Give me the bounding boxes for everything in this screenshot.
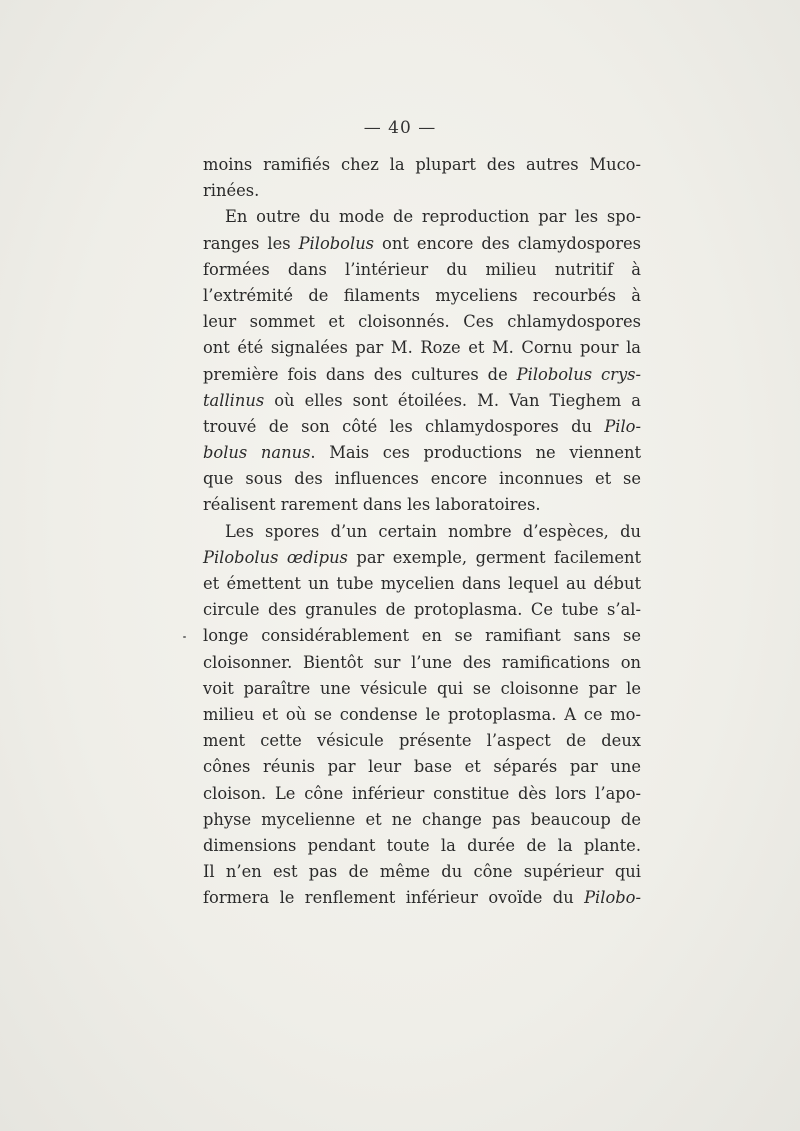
text-segment: où elles sont étoilées. M. Van Tieghem a <box>264 390 641 410</box>
text-segment: réalisent rarement dans les laboratoires. <box>203 495 541 515</box>
text-line <box>203 650 641 676</box>
italic-text: bolus nanus <box>203 443 311 463</box>
text-segment: Il n’en est pas de même du cône supérieur qui <box>203 862 641 882</box>
text-line <box>203 466 641 492</box>
text-segment: cloison. Le cône inférieur constitue dès lors l’apo- <box>203 783 641 803</box>
text-segment: voit paraître une vésicule qui se cloisonne par le <box>203 678 641 698</box>
text-line <box>203 257 641 283</box>
text-segment: formera le renflement inférieur ovoïde du <box>203 888 585 908</box>
paper-speck <box>183 636 186 638</box>
text-segment: moins ramifiés chez la plupart des autres Muco- <box>203 155 641 174</box>
italic-text: Pilobolus crys- <box>516 364 641 384</box>
text-line <box>203 623 641 649</box>
text-segment: ranges les <box>203 233 299 253</box>
text-line <box>203 597 641 623</box>
italic-text: Pilobolus œdipus <box>203 547 348 567</box>
text-line <box>203 545 641 571</box>
text-line <box>203 754 641 780</box>
italic-text: tallinus <box>203 390 265 410</box>
text-line <box>203 152 641 178</box>
italic-text: Pilobo- <box>584 888 641 908</box>
text-line <box>203 414 641 440</box>
text-line <box>203 519 641 545</box>
text-line <box>203 728 641 754</box>
text-line <box>203 388 641 414</box>
text-line <box>203 807 641 833</box>
text-segment: . Mais ces productions ne viennent <box>310 443 641 463</box>
text-segment: rinées. <box>203 181 260 201</box>
text-segment: cônes réunis par leur base et séparés par une <box>203 757 641 777</box>
text-line <box>203 676 641 702</box>
text-line <box>203 571 641 597</box>
text-segment: ont été signalées par M. Roze et M. Cornu pour la <box>203 338 641 358</box>
text-segment: première fois dans des cultures de <box>203 364 517 384</box>
text-line <box>203 231 641 257</box>
text-segment: ment cette vésicule présente l’aspect de deux <box>203 731 641 751</box>
text-line <box>203 859 641 885</box>
text-line <box>203 833 641 859</box>
text-segment: longe considérablement en se ramifiant sans se <box>203 626 641 646</box>
text-segment: trouvé de son côté les chlamydospores du <box>203 416 605 436</box>
text-segment: que sous des influences encore inconnues et se <box>203 469 641 489</box>
text-line <box>203 781 641 807</box>
body-text <box>203 152 641 911</box>
text-segment: dimensions pendant toute la durée de la plante. <box>203 835 641 855</box>
text-line <box>203 440 641 466</box>
text-line <box>203 885 641 911</box>
text-segment: Les spores d’un certain nombre d’espèces, du <box>225 521 641 541</box>
italic-text: Pilo- <box>604 416 641 436</box>
text-segment: ont encore des clamydospores <box>374 233 641 253</box>
text-line <box>203 335 641 361</box>
text-segment: et émettent un tube mycelien dans lequel au début <box>203 574 641 593</box>
italic-text: Pilobolus <box>298 233 375 253</box>
text-line <box>203 362 641 388</box>
text-line <box>203 702 641 728</box>
text-line <box>203 309 641 335</box>
text-segment: cloisonner. Bientôt sur l’une des ramifications on <box>203 652 641 672</box>
text-line <box>203 492 641 518</box>
text-segment: l’extrémité de filaments myceliens recourbés à <box>203 285 641 305</box>
text-segment: En outre du mode de reproduction par les spo- <box>225 207 641 227</box>
text-segment: leur sommet et cloisonnés. Ces chlamydospores <box>203 312 641 332</box>
text-segment: formées dans l’intérieur du milieu nutritif à <box>203 259 641 279</box>
text-segment: circule des granules de protoplasma. Ce tube s’al- <box>203 600 641 620</box>
text-line <box>203 283 641 309</box>
text-line <box>203 204 641 230</box>
text-segment: physe mycelienne et ne change pas beaucoup de <box>203 809 641 829</box>
text-segment: par exemple, germent facilement <box>347 547 641 567</box>
text-segment: milieu et où se condense le protoplasma. A ce mo- <box>203 704 641 724</box>
text-line <box>203 178 641 204</box>
page-number: — 40 — <box>363 118 437 138</box>
